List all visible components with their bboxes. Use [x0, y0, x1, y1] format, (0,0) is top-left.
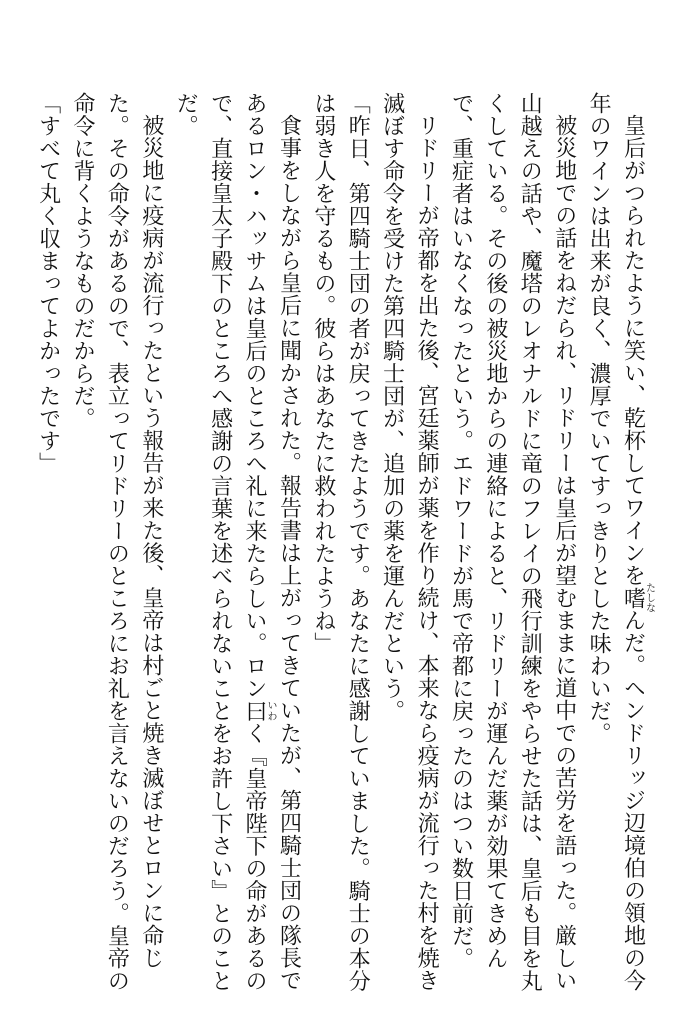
ruby-annotation: 嗜たしな: [620, 582, 655, 613]
paragraph: 被災地に疫病が流行ったという報告が来た後、皇帝は村ごと焼き滅ぼせとロンに命じた。その命令があるので、表立ってリドリーのところにお礼を言えないのだろう。皇帝の命令に背くようなものだからだ。: [70, 92, 164, 992]
paragraph: 被災地での話をねだられ、リドリーは皇后が望むままに道中での苦労を語った。厳しい山越えの話や、魔塔のレオナルドに竜のフレイの飛行訓練をやらせた話は、皇后も目を丸くしている。その後の被災地からの連絡によると、リドリーが運んだ薬が効果てきめんで、重症者はいなくなったという。エドワードが馬で帝都に戻ったのはつい数日前だ。: [448, 92, 577, 992]
paragraph: 食事をしながら皇后に聞かされた。報告書は上がってきていたが、第四騎士団の隊長であるロン・ハッサムは皇后のところへ礼に来たらしい。ロン曰いわく『皇帝陛下の命があるので、直接皇太子殿下のところへ感謝の言葉を述べられないことをお許し下さい』とのことだ。: [173, 92, 302, 992]
dialogue-paragraph: 「すべて丸く収まってよかったです」: [35, 92, 61, 475]
ruby-annotation: 曰いわ: [242, 699, 277, 722]
dialogue-paragraph: 「昨日、第四騎士団の者が戻ってきたようです。あなたに感謝していました。騎士の本分は弱き人を守るもの。彼らはあなたに救われたようね」: [310, 92, 371, 992]
vertical-text-body: [30, 92, 654, 997]
paragraph: リドリーが帝都を出た後、宮廷薬師が薬を作り続け、本来なら疫病が流行った村を焼き滅ぼす命令を受けた第四騎士団が、追加の薬を運んだという。: [379, 92, 440, 992]
paragraph: 皇后がつられたように笑い、乾杯してワインを嗜たしなんだ。ヘンドリッジ辺境伯の領地の今年のワインは出来が良く、濃厚でいてすっきりとした味わいだ。: [586, 92, 655, 992]
